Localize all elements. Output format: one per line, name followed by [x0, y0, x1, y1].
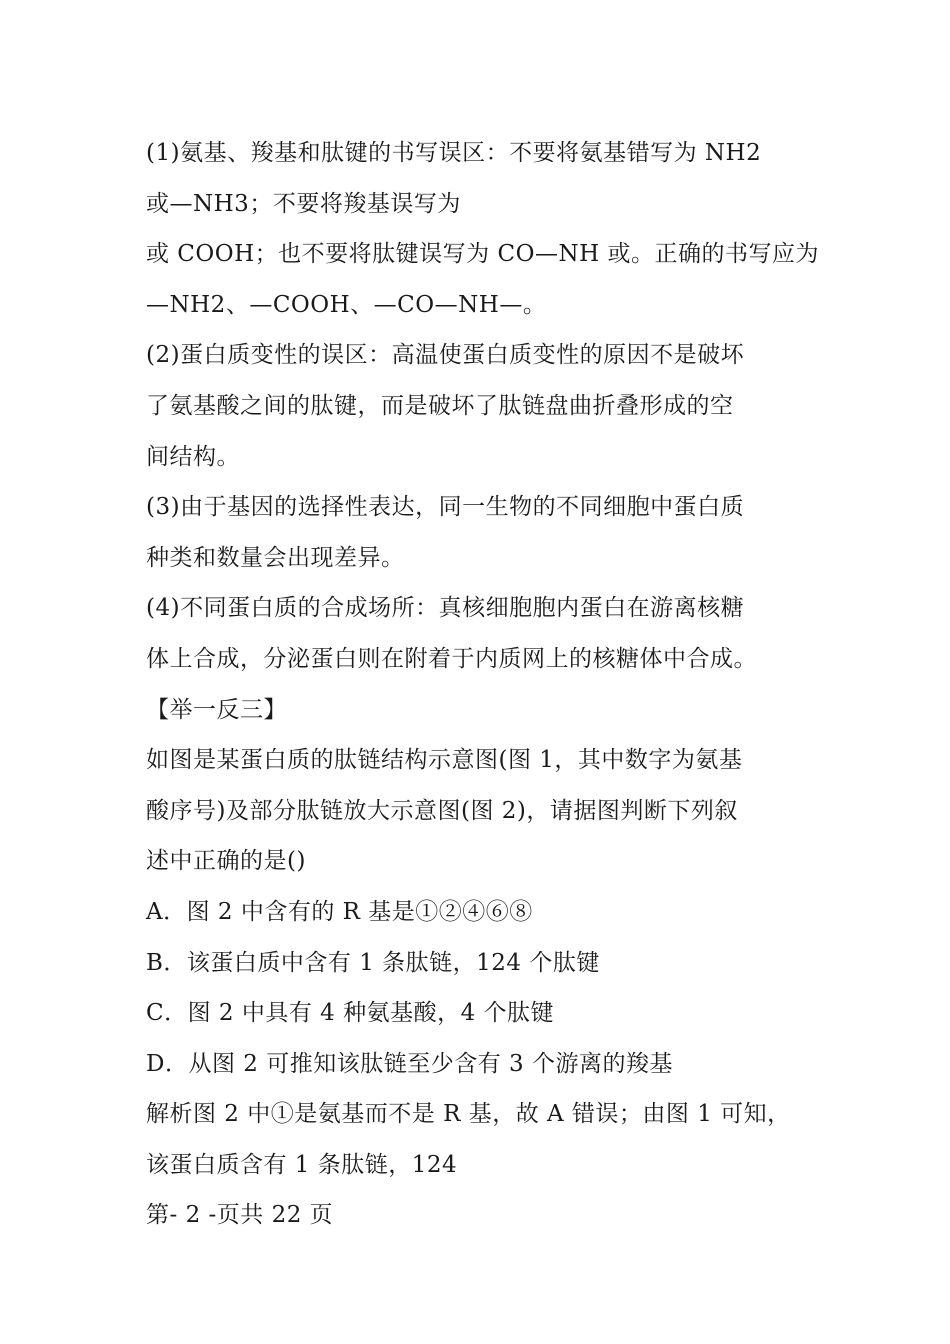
text-line: 了氨基酸之间的肽键，而是破坏了肽链盘曲折叠形成的空	[146, 392, 734, 419]
text-line: 或—NH3；不要将羧基误写为	[146, 190, 461, 217]
question-stem: 酸序号)及部分肽链放大示意图(图 2)，请据图判断下列叙	[146, 797, 738, 824]
document-body	[146, 128, 819, 1241]
text-line: 种类和数量会出现差异。	[146, 544, 405, 571]
analysis-text: 解析图 2 中①是氨基而不是 R 基，故 A 错误；由图 1 可知，	[146, 1101, 791, 1128]
question-stem: 述中正确的是()	[146, 848, 306, 875]
option-a: A．图 2 中含有的 R 基是①②④⑥⑧	[146, 898, 533, 925]
text-line: 间结构。	[146, 443, 240, 470]
page-footer: 第- 2 -页共 22 页	[146, 1202, 334, 1229]
text-line: (1)氨基、羧基和肽键的书写误区：不要将氨基错写为 NH2	[146, 140, 762, 166]
analysis-text: 该蛋白质含有 1 条肽链，124	[146, 1151, 458, 1178]
option-b: B．该蛋白质中含有 1 条肽链，124 个肽键	[146, 949, 600, 976]
text-line: (3)由于基因的选择性表达，同一生物的不同细胞中蛋白质	[146, 494, 745, 521]
text-line: 或 COOH；也不要将肽键误写为 CO—NH 或。正确的书写应为	[146, 241, 819, 268]
section-heading: 【举一反三】	[146, 696, 287, 723]
text-line: 体上合成，分泌蛋白则在附着于内质网上的核糖体中合成。	[146, 645, 757, 672]
option-c: C．图 2 中具有 4 种氨基酸，4 个肽键	[146, 1000, 555, 1027]
question-stem: 如图是某蛋白质的肽链结构示意图(图 1，其中数字为氨基	[146, 747, 743, 774]
text-line: —NH2、—COOH、—CO—NH—。	[146, 291, 547, 318]
text-line: (2)蛋白质变性的误区：高温使蛋白质变性的原因不是破坏	[146, 342, 745, 369]
text-line: (4)不同蛋白质的合成场所：真核细胞胞内蛋白在游离核糖	[146, 595, 745, 622]
option-d: D．从图 2 可推知该肽链至少含有 3 个游离的羧基	[146, 1050, 673, 1077]
